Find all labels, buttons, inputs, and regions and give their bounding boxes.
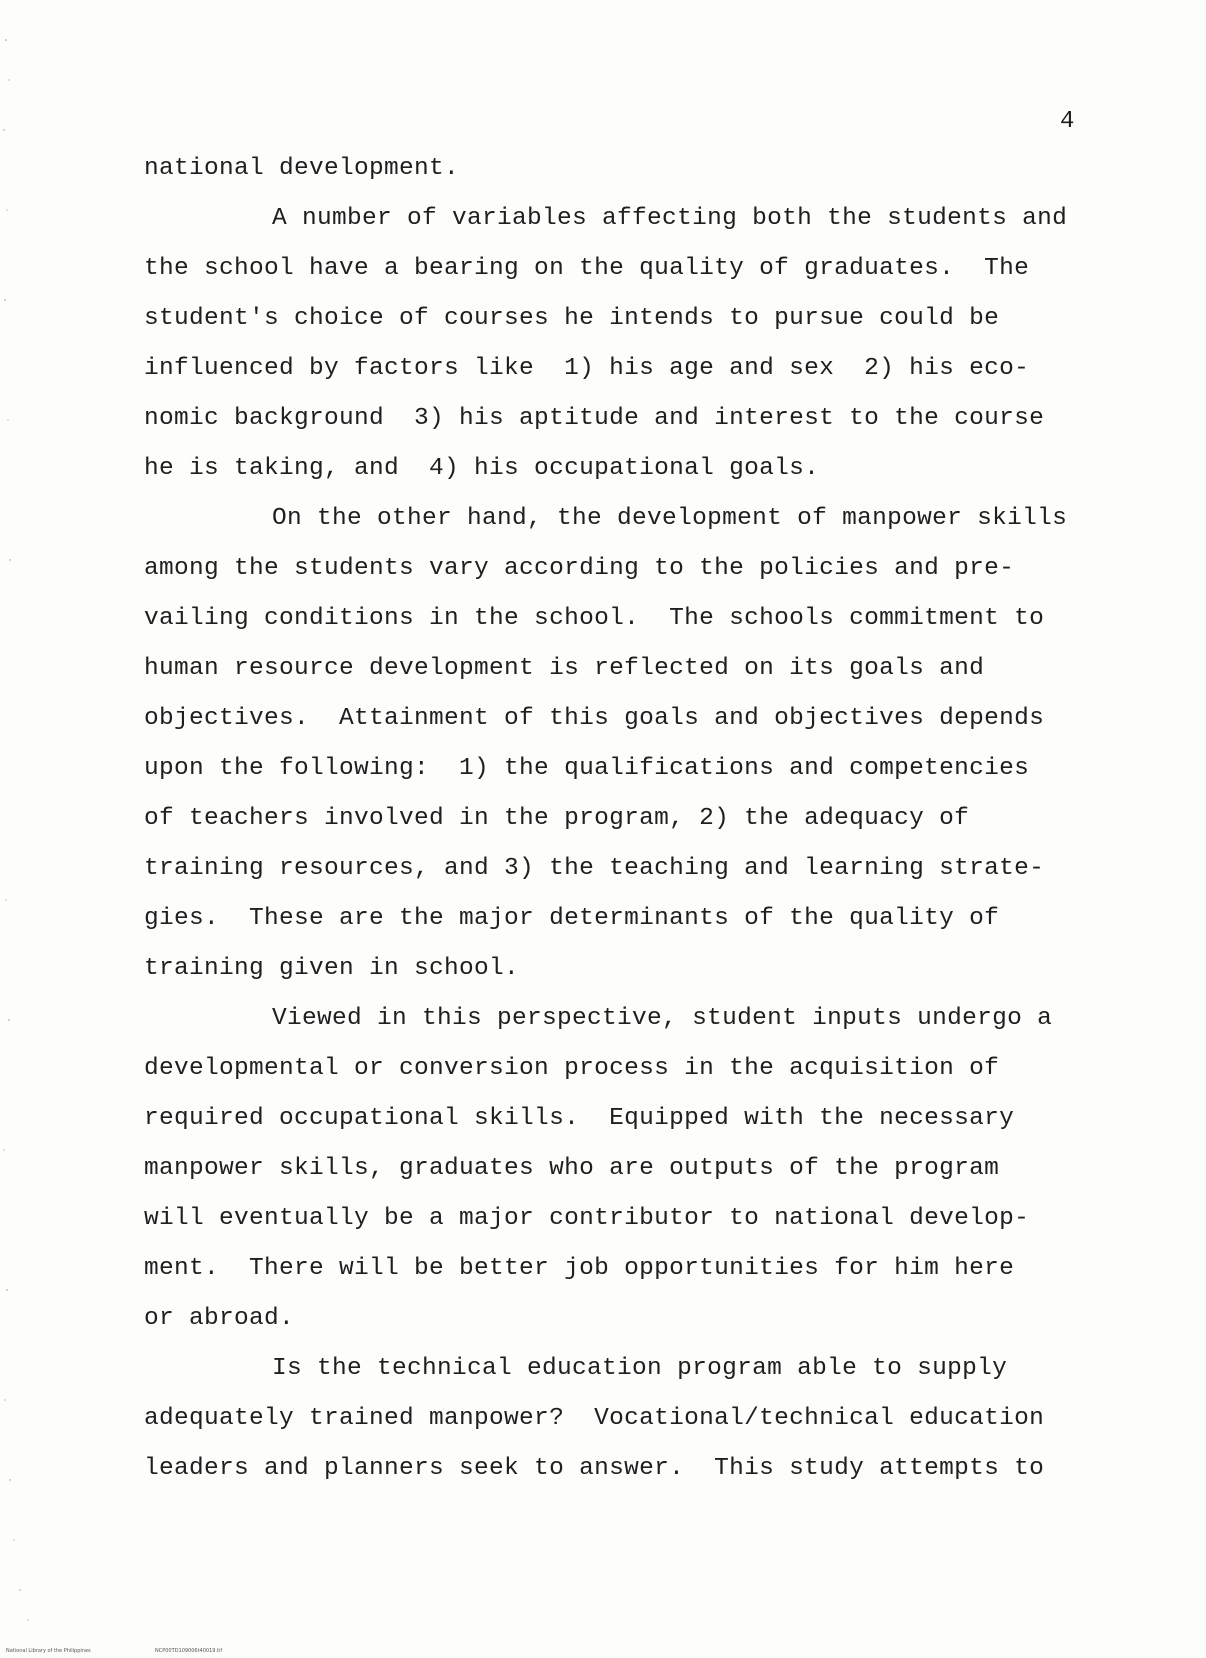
text-line: the school have a bearing on the quality of graduates. The <box>144 255 1030 282</box>
paragraph-first-line: A number of variables affecting both the students and <box>272 205 1068 232</box>
text-line: leaders and planners seek to answer. This study attempts to <box>144 1455 1045 1482</box>
text-line: nomic background 3) his aptitude and interest to the course <box>144 405 1045 432</box>
text-line: adequately trained manpower? Vocational/technical education <box>144 1405 1045 1432</box>
scan-edge-noise <box>0 0 40 1658</box>
text-line: among the students vary according to the policies and pre- <box>144 555 1015 582</box>
paragraph-first-line: Viewed in this perspective, student inputs undergo a <box>272 1005 1053 1032</box>
text-line: student's choice of courses he intends to pursue could be <box>144 305 1000 332</box>
text-line: objectives. Attainment of this goals and objectives depends <box>144 705 1045 732</box>
text-line: required occupational skills. Equipped with the necessary <box>144 1105 1015 1132</box>
text-line: gies. These are the major determinants of the quality of <box>144 905 1000 932</box>
text-line: vailing conditions in the school. The schools commitment to <box>144 605 1045 632</box>
page-number: 4 <box>1060 108 1075 135</box>
text-line: developmental or conversion process in the acquisition of <box>144 1055 1000 1082</box>
text-line: ment. There will be better job opportunities for him here <box>144 1255 1015 1282</box>
text-line: will eventually be a major contributor to national develop- <box>144 1205 1030 1232</box>
text-line: upon the following: 1) the qualifications and competencies <box>144 755 1030 782</box>
text-line: or abroad. <box>144 1305 295 1332</box>
text-line: human resource development is reflected on its goals and <box>144 655 985 682</box>
scan-file-code: NCP00TD109006t40019.tif <box>155 1648 223 1654</box>
text-line: training resources, and 3) the teaching and learning strate- <box>144 855 1045 882</box>
paragraph-first-line: Is the technical education program able to supply <box>272 1355 1008 1382</box>
text-line: manpower skills, graduates who are outputs of the program <box>144 1155 1000 1182</box>
text-line: influenced by factors like 1) his age and sex 2) his eco- <box>144 355 1030 382</box>
library-footer: National Library of the Philippines <box>6 1648 91 1654</box>
text-line: national development. <box>144 155 460 182</box>
text-line: training given in school. <box>144 955 520 982</box>
text-line: he is taking, and 4) his occupational goals. <box>144 455 820 482</box>
paragraph-first-line: On the other hand, the development of manpower skills <box>272 505 1068 532</box>
text-line: of teachers involved in the program, 2) the adequacy of <box>144 805 970 832</box>
